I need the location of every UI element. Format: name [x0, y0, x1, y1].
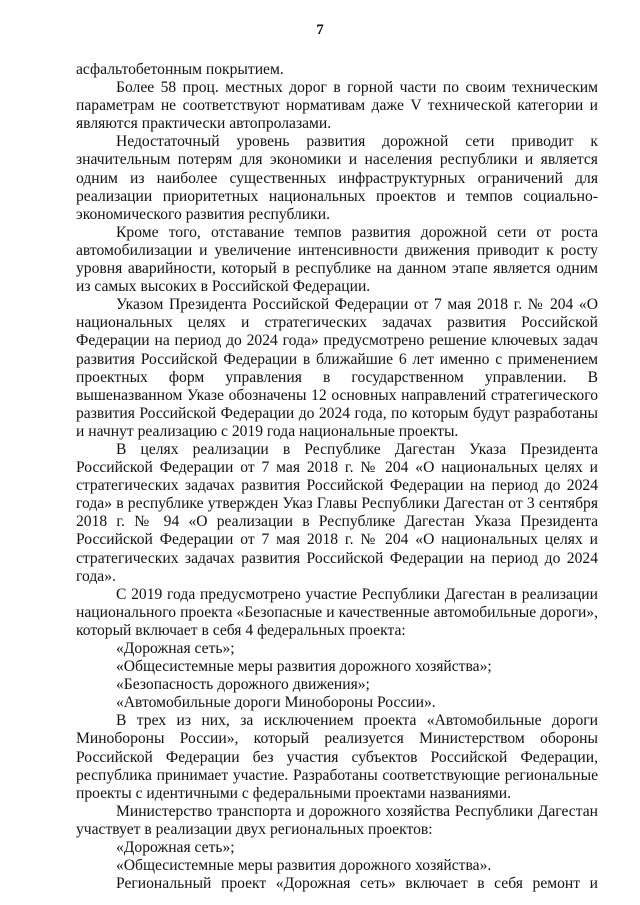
- paragraph: Недостаточный уровень развития дорожной сети приводит к значительным потерям для экономики и населения республики и является одним из наиболее существенных инфраструктурных ограничений для реализации приоритетных национальных проектов и темпов социально-экономического развития республики.: [76, 133, 598, 223]
- paragraph: Указом Президента Российской Федерации от 7 мая 2018 г. № 204 «О национальных целях и стратегических задачах развития Российской Федерации на период до 2024 года» предусмотрено решение ключевых задач развития Российской Федерации в ближайшие 6 лет именно с применением проектных форм управления в государственном управлении. В вышеназванном Указе обозначены 12 основных направлений стратегического развития Российской Федерации до 2024 года, по которым будут разработаны и начнут реализацию с 2019 года национальные проекты.: [76, 296, 598, 440]
- list-item: «Общесистемные меры развития дорожного хозяйства»;: [116, 658, 492, 676]
- list-item: «Дорожная сеть»;: [116, 640, 235, 657]
- paragraph: Министерство транспорта и дорожного хозяйства Республики Дагестан участвует в реализации двух региональных проектов:: [76, 802, 598, 838]
- paragraph: В трех из них, за исключением проекта «Автомобильные дороги Минобороны России», который реализуется Министерством обороны Российской Федерации без участия субъектов Российской Федерации, республика принимает участие. Разработаны соответствующие региональные проекты с идентичными с федеральными проектами названиями.: [76, 712, 598, 802]
- paragraph: В целях реализации в Республике Дагестан Указа Президента Российской Федерации от 7 мая 2018 г. № 204 «О национальных целях и стратегических задачах развития Российской Федерации на период до 2024 года» в республике утвержден Указ Главы Республики Дагестан от 3 сентября 2018 г. № 94 «О реализации в Республике Дагестан Указа Президента Российской Федерации от 7 мая 2018 г. № 204 «О национальных целях и стратегических задачах развития Российской Федерации на период до 2024 года».: [76, 440, 598, 585]
- paragraph: Региональный проект «Дорожная сеть» включает в себя ремонт и: [116, 875, 598, 893]
- paragraph: Более 58 проц. местных дорог в горной части по своим техническим параметрам не соответствуют нормативам даже V технической категории и являются практически автопролазами.: [76, 79, 598, 133]
- list-item: «Автомобильные дороги Минобороны России».: [116, 694, 436, 712]
- paragraph: асфальтобетонным покрытием.: [76, 61, 284, 78]
- list-item: «Безопасность дорожного движения»;: [116, 676, 370, 694]
- page-number: 7: [316, 22, 324, 38]
- paragraph: Кроме того, отставание темпов развития дорожной сети от роста автомобилизации и увеличение интенсивности движения приводит к росту уровня аварийности, который в республике на данном этапе является одним из самых высоких в Российской Федерации.: [76, 223, 598, 296]
- list-item: «Дорожная сеть»;: [116, 839, 235, 857]
- paragraph: С 2019 года предусмотрено участие Республики Дагестан в реализации национального проекта «Безопасные и качественные автомобильные дороги», который включает в себя 4 федеральных проекта:: [76, 585, 598, 639]
- document-body: [76, 61, 598, 893]
- list-item: «Общесистемные меры развития дорожного хозяйства».: [116, 857, 492, 875]
